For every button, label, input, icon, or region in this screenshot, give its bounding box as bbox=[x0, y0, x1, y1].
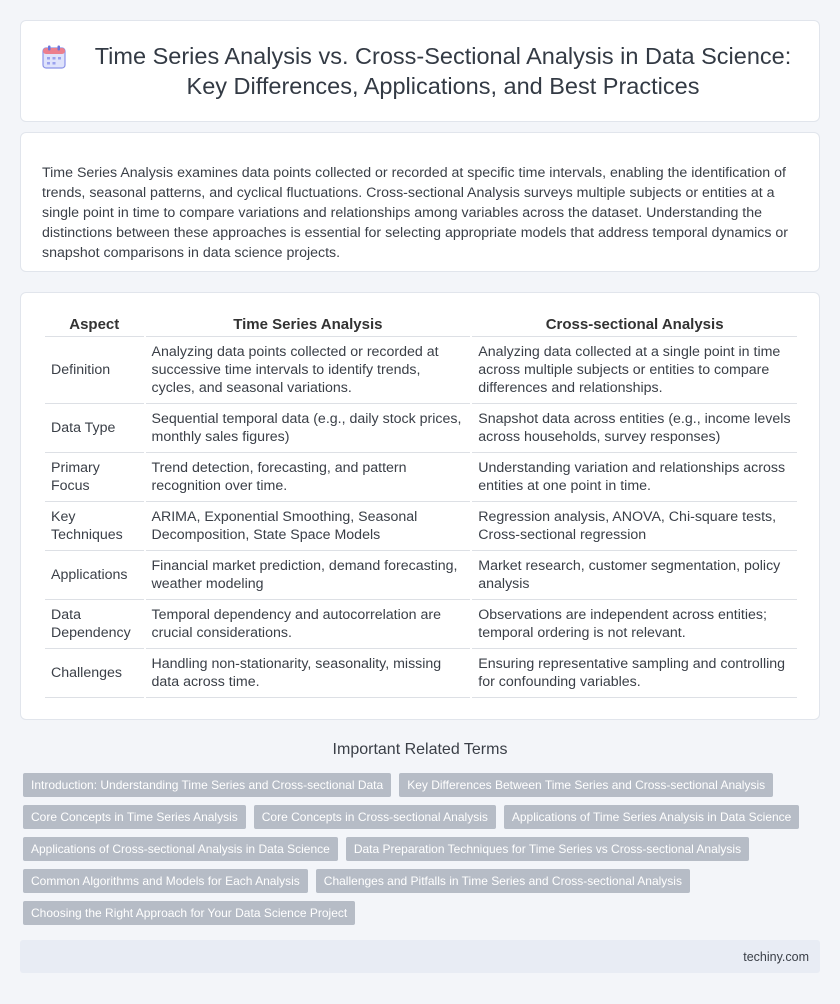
row-aspect: Data Type bbox=[45, 404, 144, 453]
footer-site-link[interactable]: techiny.com bbox=[743, 949, 809, 964]
related-term-tag[interactable]: Data Preparation Techniques for Time Series vs Cross-sectional Analysis bbox=[346, 837, 749, 861]
row-cross-sectional: Market research, customer segmentation, policy analysis bbox=[472, 551, 797, 600]
related-term-tag[interactable]: Challenges and Pitfalls in Time Series and Cross-sectional Analysis bbox=[316, 869, 690, 893]
row-cross-sectional: Snapshot data across entities (e.g., income levels across households, survey responses) bbox=[472, 404, 797, 453]
row-aspect: Key Techniques bbox=[45, 502, 144, 551]
row-time-series: Trend detection, forecasting, and pattern recognition over time. bbox=[146, 453, 471, 502]
table-row bbox=[45, 649, 797, 698]
row-time-series: Temporal dependency and autocorrelation are crucial considerations. bbox=[146, 600, 471, 649]
page-title: Time Series Analysis vs. Cross-Sectional Analysis in Data Science: Key Differences, Applications, and Best Practices bbox=[94, 43, 792, 99]
related-term-tag[interactable]: Applications of Cross-sectional Analysis in Data Science bbox=[23, 837, 338, 861]
related-term-tag[interactable]: Choosing the Right Approach for Your Data Science Project bbox=[23, 901, 355, 925]
row-aspect: Applications bbox=[45, 551, 144, 600]
table-row bbox=[45, 502, 797, 551]
row-time-series: Analyzing data points collected or recorded at successive time intervals to identify trends, cycles, and seasonal variations. bbox=[146, 337, 471, 404]
row-aspect: Challenges bbox=[45, 649, 144, 698]
related-terms-tags bbox=[20, 773, 820, 933]
related-term-tag[interactable]: Applications of Time Series Analysis in Data Science bbox=[504, 805, 799, 829]
row-cross-sectional: Observations are independent across entities; temporal ordering is not relevant. bbox=[472, 600, 797, 649]
row-aspect: Primary Focus bbox=[45, 453, 144, 502]
comparison-table bbox=[43, 314, 799, 698]
related-term-tag[interactable]: Introduction: Understanding Time Series and Cross-sectional Data bbox=[23, 773, 391, 797]
row-time-series: Financial market prediction, demand forecasting, weather modeling bbox=[146, 551, 471, 600]
related-term-tag[interactable]: Key Differences Between Time Series and Cross-sectional Analysis bbox=[399, 773, 773, 797]
table-header-row bbox=[45, 314, 797, 337]
row-cross-sectional: Analyzing data collected at a single point in time across multiple subjects or entities to compare differences and relationships. bbox=[472, 337, 797, 404]
table-row bbox=[45, 404, 797, 453]
title-card bbox=[20, 20, 820, 122]
row-time-series: Sequential temporal data (e.g., daily stock prices, monthly sales figures) bbox=[146, 404, 471, 453]
related-term-tag[interactable]: Core Concepts in Time Series Analysis bbox=[23, 805, 246, 829]
row-time-series: Handling non-stationarity, seasonality, missing data across time. bbox=[146, 649, 471, 698]
table-row bbox=[45, 551, 797, 600]
header-aspect: Aspect bbox=[45, 314, 144, 337]
header-time-series: Time Series Analysis bbox=[146, 314, 471, 337]
row-cross-sectional: Ensuring representative sampling and controlling for confounding variables. bbox=[472, 649, 797, 698]
row-cross-sectional: Understanding variation and relationships across entities at one point in time. bbox=[472, 453, 797, 502]
comparison-table-card bbox=[20, 292, 820, 720]
table-row bbox=[45, 337, 797, 404]
row-time-series: ARIMA, Exponential Smoothing, Seasonal Decomposition, State Space Models bbox=[146, 502, 471, 551]
related-terms-title: Important Related Terms bbox=[332, 741, 508, 758]
table-row bbox=[45, 453, 797, 502]
row-cross-sectional: Regression analysis, ANOVA, Chi-square tests, Cross-sectional regression bbox=[472, 502, 797, 551]
calendar-icon bbox=[41, 44, 67, 70]
intro-card bbox=[20, 132, 820, 272]
row-aspect: Definition bbox=[45, 337, 144, 404]
intro-paragraph: Time Series Analysis examines data points collected or recorded at specific time intervals, enabling the identification of trends, seasonal patterns, and cyclical fluctuations. Cross-sectional Analysis surveys multiple subjects or entities at a single point in time to compare variations and relationships among variables across the dataset. Understanding the distinctions between these approaches is essential for selecting appropriate models that address temporal dynamics or snapshot comparisons in data science projects. bbox=[42, 165, 789, 261]
footer bbox=[20, 940, 820, 973]
header-cross-sectional: Cross-sectional Analysis bbox=[472, 314, 797, 337]
row-aspect: Data Dependency bbox=[45, 600, 144, 649]
related-term-tag[interactable]: Core Concepts in Cross-sectional Analysis bbox=[254, 805, 496, 829]
table-row bbox=[45, 600, 797, 649]
related-term-tag[interactable]: Common Algorithms and Models for Each Analysis bbox=[23, 869, 308, 893]
related-terms-section bbox=[20, 741, 820, 933]
